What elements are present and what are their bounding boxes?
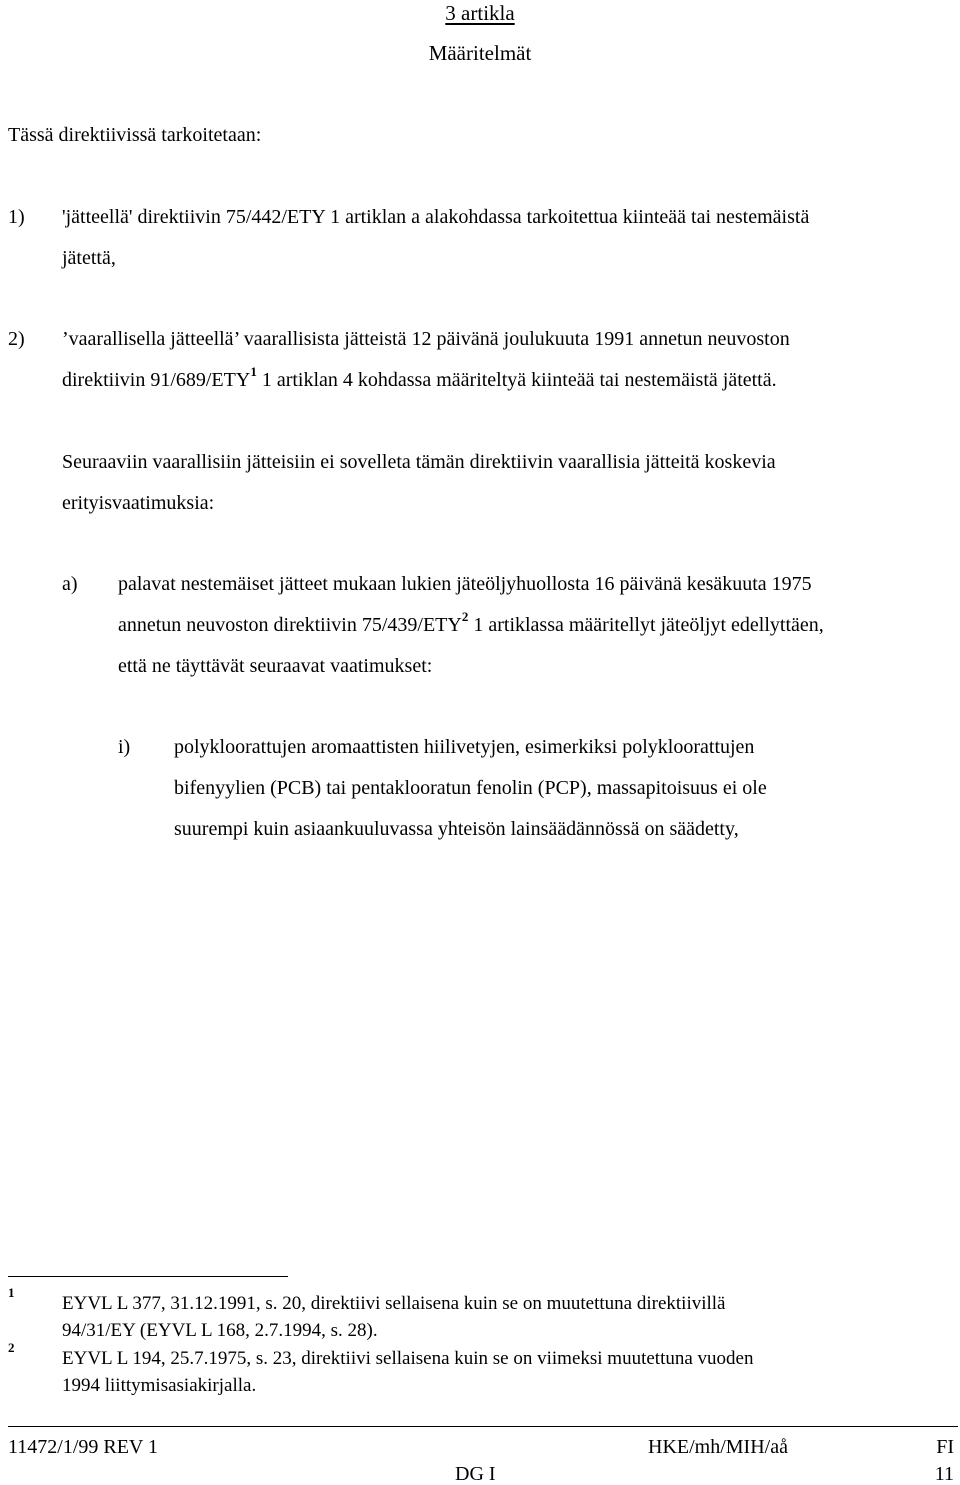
footnote-1-line2: 94/31/EY (EYVL L 168, 2.7.1994, s. 28). <box>62 1320 378 1341</box>
footnote-separator <box>8 1276 288 1277</box>
paragraph-line1: Seuraaviin vaarallisiin jätteisiin ei sovelleta tämän direktiivin vaarallisia jätteitä koskevia <box>62 451 776 473</box>
item-2-line1: ’vaarallisella jätteellä’ vaarallisista jätteistä 12 päivänä joulukuuta 1991 annetun neuvoston <box>62 328 790 350</box>
sub-a-line1: palavat nestemäiset jätteet mukaan lukien jäteöljyhuollosta 16 päivänä kesäkuuta 1975 <box>118 573 812 595</box>
sub-a-line2-start: annetun neuvoston direktiivin 75/439/ETY <box>118 614 462 636</box>
footer-language: FI <box>936 1436 954 1458</box>
footer-doc-ref: 11472/1/99 REV 1 <box>8 1436 159 1458</box>
sub-a-label: a) <box>62 573 78 595</box>
footnote-1-mark: 1 <box>8 1285 15 1300</box>
item-2-line2-start: direktiivin 91/689/ETY <box>62 369 251 391</box>
sub-i-line3: suurempi kuin asiaankuuluvassa yhteisön lainsäädännössä on säädetty, <box>174 818 739 840</box>
item-2-line2-end: 1 artiklan 4 kohdassa määriteltyä kiinteää tai nestemäistä jätettä. <box>256 369 777 391</box>
article-number: 3 artikla <box>445 1 515 25</box>
sub-i-label: i) <box>118 736 131 758</box>
sub-a-line3: että ne täyttävät seuraavat vaatimukset: <box>118 655 433 677</box>
footer-page-number: 11 <box>934 1463 954 1485</box>
sub-a-line2-end: 1 artiklassa määritellyt jäteöljyt edellyttäen, <box>468 614 824 636</box>
sub-i-line2: bifenyylien (PCB) tai pentaklоoratun fenolin (PCP), massapitoisuus ei ole <box>174 777 767 799</box>
footnote-2-mark: 2 <box>8 1340 15 1355</box>
item-1-line1: 'jätteellä' direktiivin 75/442/ETY 1 artiklan a alakohdassa tarkoitettua kiinteää tai nestemäistä <box>62 206 810 228</box>
footnote-1-line1: EYVL L 377, 31.12.1991, s. 20, direktiivi sellaisena kuin se on muutettuna direktiivillä <box>62 1293 726 1314</box>
footnote-ref-2: 2 <box>461 609 469 625</box>
footer-dg: DG I <box>455 1463 496 1485</box>
article-heading: Määritelmät <box>428 41 532 65</box>
footnote-ref-1: 1 <box>250 364 257 380</box>
paragraph-line2: erityisvaatimuksia: <box>62 492 215 514</box>
item-2-line2 <box>62 364 777 391</box>
footnote-2-line2: 1994 liittymisasiakirjalla. <box>62 1375 257 1396</box>
item-1-line2: jätettä, <box>62 247 116 269</box>
intro-text: Tässä direktiivissä tarkoitetaan: <box>8 124 262 146</box>
item-1-number: 1) <box>8 206 25 228</box>
footnote-2-line1: EYVL L 194, 25.7.1975, s. 23, direktiivi sellaisena kuin se on viimeksi muutettuna vuoden <box>62 1348 754 1369</box>
sub-a-line2 <box>118 609 824 636</box>
footer-rule <box>8 1426 958 1427</box>
item-2-number: 2) <box>8 328 25 350</box>
footer-initials: HKE/mh/MIH/aå <box>648 1436 788 1458</box>
sub-i-line1: polyklоorattujen aromaattisten hiilivetyjen, esimerkiksi polyklоorattujen <box>174 736 755 758</box>
